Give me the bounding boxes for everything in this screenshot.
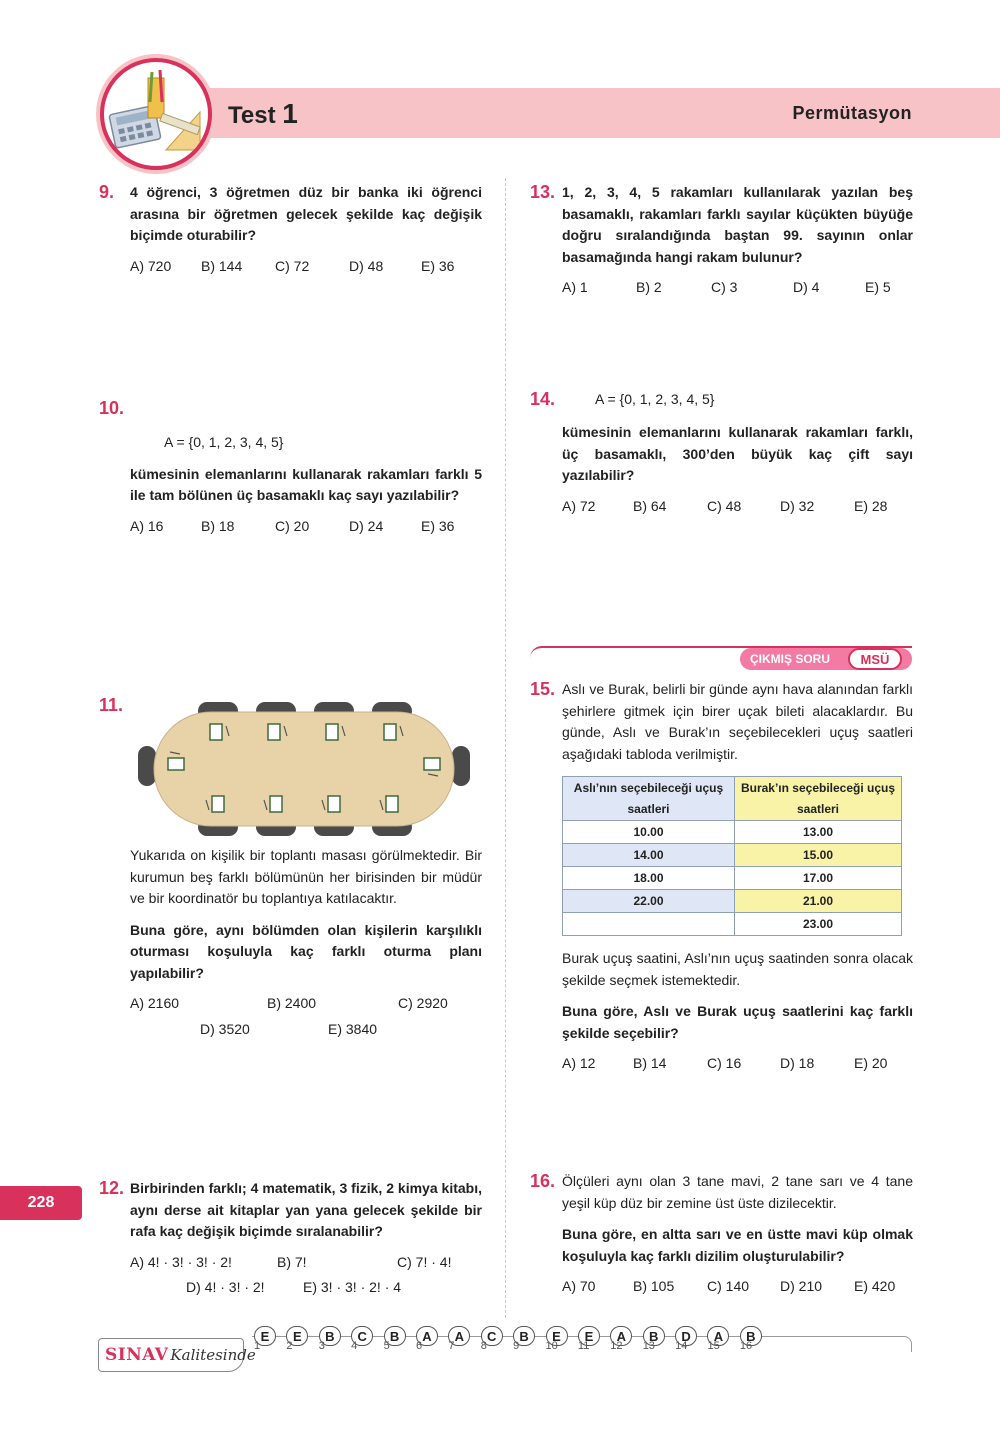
table-cell: 13.00 xyxy=(735,821,902,844)
question-12-text: Birbirinden farklı; 4 matematik, 3 fizik, 2 kimya kitabı, aynı derse ait kitaplar yan yana gelecek şekilde bir rafa kaç değişik biçimde sıralanabilir? xyxy=(130,1180,482,1239)
question-number-12: 12. xyxy=(99,1178,125,1198)
option-a[interactable]: A) 2160 xyxy=(130,995,180,1011)
option-d[interactable]: D) 210 xyxy=(780,1278,823,1294)
answer-key-item xyxy=(382,1326,414,1360)
answer-letter: E xyxy=(254,1326,276,1346)
answer-key-item xyxy=(252,1326,284,1360)
answer-number: 10 xyxy=(545,1340,558,1352)
option-c[interactable]: C) 7! · 4! xyxy=(397,1253,452,1270)
question-16-intro: Ölçüleri aynı olan 3 tane mavi, 2 tane sarı ve 4 tane yeşil küp düz bir zemine üst üste dizilecektir. xyxy=(562,1173,913,1211)
table-header-asli: Aslı’nın seçebileceği uçuş saatleri xyxy=(563,777,735,821)
option-d[interactable]: D) 18 xyxy=(780,1055,815,1071)
answer-letter: A xyxy=(610,1326,632,1346)
question-9-text: 4 öğrenci, 3 öğretmen düz bir banka iki öğrenci arasına bir öğretmen gelecek şekilde kaç değişik biçimde oturabilir? xyxy=(130,184,482,243)
question-15-intro-block xyxy=(562,679,913,765)
meeting-table-illustration xyxy=(134,700,474,840)
table-cell: 17.00 xyxy=(735,867,902,890)
question-14-set: A = {0, 1, 2, 3, 4, 5} xyxy=(595,391,715,407)
question-13 xyxy=(562,182,913,299)
question-15-text: Buna göre, Aslı ve Burak uçuş saatlerini kaç farklı şekilde seçebilir? xyxy=(562,1003,913,1041)
option-b[interactable]: B) 105 xyxy=(633,1278,675,1294)
option-b[interactable]: B) 64 xyxy=(633,497,667,514)
option-a[interactable]: A) 720 xyxy=(130,257,172,274)
option-e[interactable]: E) 36 xyxy=(421,257,455,274)
question-9-options xyxy=(130,256,482,278)
answer-letter: A xyxy=(448,1326,470,1346)
question-14 xyxy=(562,422,913,517)
question-14-options xyxy=(562,496,913,518)
past-question-label xyxy=(740,648,912,670)
past-question-text: ÇIKMIŞ SORU xyxy=(750,652,831,666)
question-15-intro: Aslı ve Burak, belirli bir günde aynı hava alanından farklı şehirlere gitmek için birer uçak bileti alacaklardır. Bu günde, Aslı ve Burak’ın seçebilecekleri uçuş saatleri aşağıdaki tabloda verilmiştir. xyxy=(562,681,913,762)
answer-number: 11 xyxy=(577,1340,590,1352)
question-12 xyxy=(130,1178,482,1299)
table-cell: 23.00 xyxy=(735,913,902,936)
question-16 xyxy=(562,1171,913,1298)
answer-key-item xyxy=(738,1326,770,1360)
table-header-row xyxy=(563,777,902,821)
question-10-text: kümesinin elemanlarını kullanarak rakamları farklı 5 ile tam bölünen üç basamaklı kaç sayı yazılabilir? xyxy=(130,465,482,503)
option-d[interactable]: D) 3520 xyxy=(200,1020,250,1037)
option-e[interactable]: E) 36 xyxy=(421,517,455,534)
answer-letter: B xyxy=(513,1326,535,1346)
flight-times-table xyxy=(562,776,902,936)
stationery-logo xyxy=(100,58,212,170)
option-e[interactable]: E) 5 xyxy=(865,279,891,295)
table-cell: 22.00 xyxy=(563,890,735,913)
question-12-options-row1 xyxy=(130,1252,482,1274)
option-e[interactable]: E) 20 xyxy=(854,1055,888,1071)
question-11-options-row2 xyxy=(130,1019,482,1041)
question-number-16: 16. xyxy=(530,1171,556,1191)
answer-number: 9 xyxy=(513,1340,520,1352)
option-a[interactable]: A) 4! · 3! · 3! · 2! xyxy=(130,1253,232,1270)
brand-script: Kalitesinde xyxy=(170,1346,256,1364)
answer-letter: D xyxy=(675,1326,697,1346)
option-b[interactable]: B) 18 xyxy=(201,517,235,534)
question-number-10: 10. xyxy=(99,398,125,418)
table-row xyxy=(563,821,902,844)
answer-key-item xyxy=(544,1326,576,1360)
table-row xyxy=(563,867,902,890)
answer-key-item xyxy=(673,1326,705,1360)
question-11-intro: Yukarıda on kişilik bir toplantı masası görülmektedir. Bir kurumun beş farklı bölümünün her birisinden bir müdür ve bir koordinatör bu toplantıya katılacaktır. xyxy=(130,847,482,906)
past-exam-badge: MSÜ xyxy=(848,648,902,670)
option-a[interactable]: A) 70 xyxy=(562,1278,596,1294)
question-10 xyxy=(130,432,482,537)
answer-letter: B xyxy=(643,1326,665,1346)
question-number-9: 9. xyxy=(99,182,115,202)
option-d[interactable]: D) 4! · 3! · 2! xyxy=(186,1279,265,1295)
option-d[interactable]: D) 24 xyxy=(349,517,384,534)
question-11 xyxy=(130,845,482,1040)
option-e[interactable]: E) 3840 xyxy=(328,1020,378,1037)
question-number-11: 11. xyxy=(99,695,124,715)
answer-number: 13 xyxy=(642,1340,655,1352)
answer-number: 4 xyxy=(351,1340,358,1352)
option-d[interactable]: D) 48 xyxy=(349,257,384,274)
column-divider xyxy=(505,178,506,1318)
answer-number: 8 xyxy=(480,1340,487,1352)
answer-number: 3 xyxy=(318,1340,325,1352)
table-cell: 10.00 xyxy=(563,821,735,844)
answer-key-item xyxy=(608,1326,640,1360)
page-number: 228 xyxy=(0,1186,82,1220)
test-title xyxy=(228,98,298,130)
answer-key xyxy=(252,1326,770,1360)
question-16-text: Buna göre, en altta sarı ve en üstte mavi küp olmak koşuluyla kaç farklı dizilim oluşturulabilir? xyxy=(562,1226,913,1264)
answer-number: 12 xyxy=(610,1340,623,1352)
table-header-burak: Burak’ın seçebileceği uçuş saatleri xyxy=(735,777,902,821)
option-b[interactable]: B) 14 xyxy=(633,1055,667,1071)
option-a[interactable]: A) 16 xyxy=(130,517,164,534)
subject-title: Permütasyon xyxy=(792,103,912,123)
option-b[interactable]: B) 7! xyxy=(277,1253,307,1270)
question-14-text: kümesinin elemanlarını kullanarak rakamları farklı, üç basamaklı, 300’den büyük kaç çift sayı yazılabilir? xyxy=(562,424,913,483)
option-e[interactable]: E) 420 xyxy=(854,1278,896,1294)
answer-letter: B xyxy=(740,1326,762,1346)
option-c[interactable]: C) 16 xyxy=(707,1055,742,1071)
table-cell xyxy=(563,913,735,936)
question-13-text: 1, 2, 3, 4, 5 rakamları kullanılarak yazılan beş basamaklı, rakamları farklı sayılar küçükten büyüğe doğru sıralandığında baştan 99. sayının onlar basamağında hangi rakam bulunur? xyxy=(562,184,913,265)
answer-letter: E xyxy=(578,1326,600,1346)
test-word: Test xyxy=(228,102,276,129)
question-15-after: Burak uçuş saatini, Aslı’nın uçuş saatinden sonra olacak şekilde seçmek istemektedir. xyxy=(562,950,913,988)
option-b[interactable]: B) 144 xyxy=(201,257,243,274)
table-cell: 18.00 xyxy=(563,867,735,890)
answer-key-item xyxy=(284,1326,316,1360)
answer-number: 6 xyxy=(415,1340,423,1352)
question-10-set: A = {0, 1, 2, 3, 4, 5} xyxy=(164,434,284,450)
question-11-options-row1 xyxy=(130,993,482,1015)
answer-key-item xyxy=(705,1326,737,1360)
option-d[interactable]: D) 32 xyxy=(780,497,815,514)
question-number-15: 15. xyxy=(530,679,556,699)
calculator-ruler-icon xyxy=(104,62,208,166)
table-cell: 15.00 xyxy=(735,844,902,867)
question-9 xyxy=(130,182,482,277)
answer-letter: B xyxy=(384,1326,406,1346)
question-13-options xyxy=(562,277,913,299)
option-c[interactable]: C) 140 xyxy=(707,1278,750,1294)
answer-key-item xyxy=(414,1326,446,1360)
option-a[interactable]: A) 1 xyxy=(562,279,588,295)
answer-key-item xyxy=(511,1326,543,1360)
test-number: 1 xyxy=(282,98,298,129)
brand-logo xyxy=(98,1338,256,1372)
question-16-options xyxy=(562,1276,913,1298)
option-e[interactable]: E) 28 xyxy=(854,497,888,514)
option-b[interactable]: B) 2 xyxy=(636,279,662,295)
option-e[interactable]: E) 3! · 3! · 2! · 4 xyxy=(303,1279,402,1295)
answer-letter: C xyxy=(481,1326,503,1346)
question-number-13: 13. xyxy=(530,182,556,202)
table-cell: 21.00 xyxy=(735,890,902,913)
question-11-text: Buna göre, aynı bölümden olan kişilerin karşılıklı oturması koşuluyla kaç farklı oturma planı yapılabilir? xyxy=(130,921,482,981)
answer-number: 1 xyxy=(254,1340,261,1352)
answer-number: 16 xyxy=(739,1340,753,1352)
answer-letter: A xyxy=(707,1326,729,1346)
answer-letter: B xyxy=(319,1326,341,1346)
question-15-options xyxy=(562,1053,913,1075)
answer-letter: E xyxy=(286,1326,308,1346)
answer-key-item xyxy=(317,1326,349,1360)
option-c[interactable]: C) 2920 xyxy=(398,995,448,1011)
table-row xyxy=(563,890,902,913)
answer-letter: E xyxy=(546,1326,568,1346)
answer-key-item xyxy=(576,1326,608,1360)
answer-number: 2 xyxy=(286,1340,293,1352)
option-c[interactable]: C) 48 xyxy=(707,497,742,514)
option-c[interactable]: C) 20 xyxy=(275,517,310,534)
answer-key-item xyxy=(349,1326,381,1360)
answer-number: 7 xyxy=(448,1340,455,1352)
answer-number: 15 xyxy=(707,1340,720,1352)
question-12-options-row2 xyxy=(130,1277,482,1299)
question-10-options xyxy=(130,516,482,538)
answer-key-item xyxy=(641,1326,673,1360)
option-a[interactable]: A) 72 xyxy=(562,497,596,514)
option-a[interactable]: A) 12 xyxy=(562,1055,596,1071)
answer-number: 14 xyxy=(675,1340,688,1352)
option-d[interactable]: D) 4 xyxy=(793,279,820,295)
brand-main: SINAV xyxy=(105,1345,169,1365)
table-row xyxy=(563,913,902,936)
answer-number: 5 xyxy=(383,1340,390,1352)
table-row xyxy=(563,844,902,867)
answer-letter: A xyxy=(416,1326,438,1346)
question-15 xyxy=(562,948,913,1075)
option-c[interactable]: C) 3 xyxy=(711,279,738,295)
option-c[interactable]: C) 72 xyxy=(275,257,310,274)
answer-key-item xyxy=(446,1326,478,1360)
question-number-14: 14. xyxy=(530,389,556,409)
answer-key-item xyxy=(479,1326,511,1360)
option-b[interactable]: B) 2400 xyxy=(267,995,317,1011)
answer-letter: C xyxy=(351,1326,373,1346)
table-cell: 14.00 xyxy=(563,844,735,867)
